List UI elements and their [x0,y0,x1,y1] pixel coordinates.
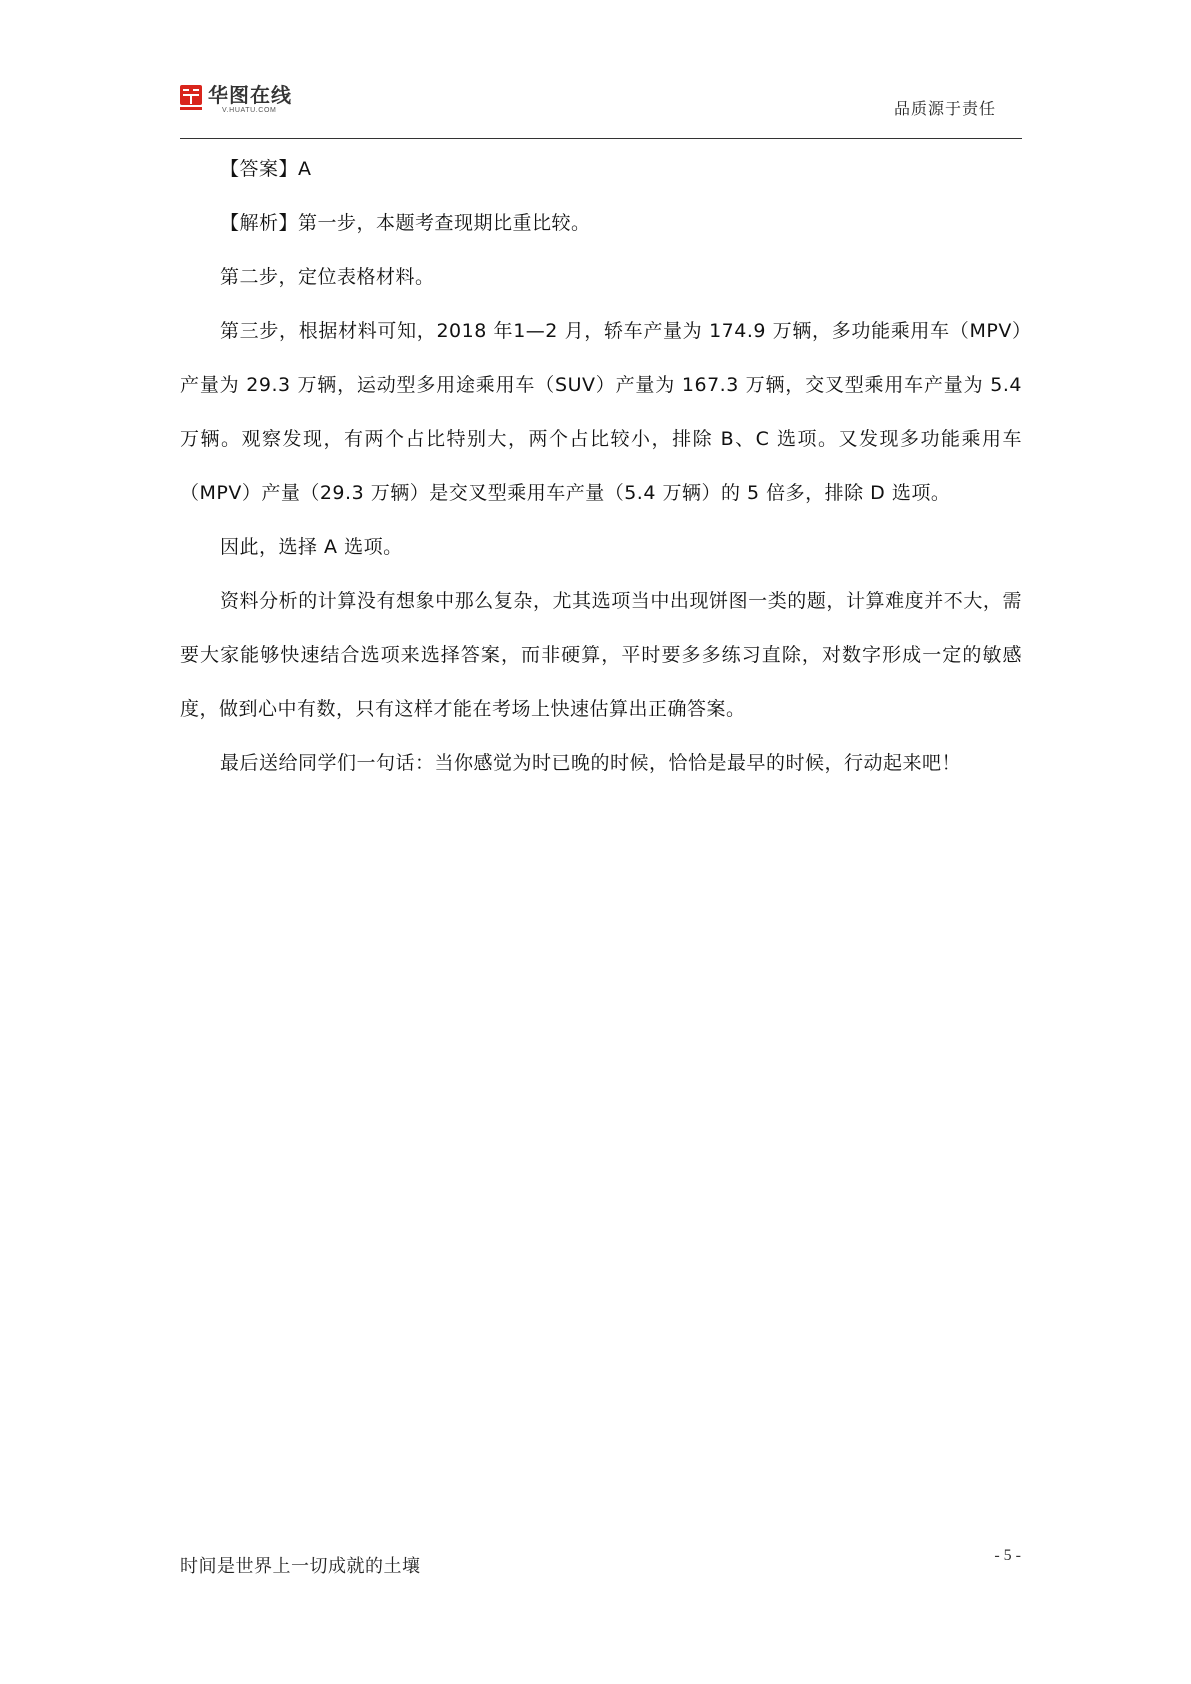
header-divider [180,138,1022,139]
huatu-logo [180,84,292,114]
page-number: - 5 - [994,1547,1021,1564]
logo-url: V.HUATU.COM [222,106,277,114]
closing-quote: 最后送给同学们一句话：当你感觉为时已晚的时候，恰恰是最早的时候，行动起来吧！ [220,752,962,774]
conclusion: 因此，选择 A 选项。 [220,536,403,558]
footer-motto: 时间是世界上一切成就的土壤 [180,1556,421,1577]
document-body [180,142,1022,790]
analysis-step-1: 【解析】第一步，本题考查现期比重比较。 [220,212,591,234]
study-advice: 资料分析的计算没有想象中那么复杂，尤其选项当中出现饼图一类的题，计算难度并不大，需要大家能够快速结合选项来选择答案，而非硬算，平时要多多练习直除，对数字形成一定的敏感度，做到心中有数，只有这样才能在考场上快速估算出正确答案。 [180,590,1022,720]
page-header [180,78,1022,140]
header-slogan: 品质源于责任 [893,99,996,118]
answer-line: 【答案】A [220,158,312,180]
analysis-step-2: 第二步，定位表格材料。 [220,266,435,288]
logo-name: 华图在线 [208,82,292,107]
huatu-logo-icon [180,85,202,113]
analysis-step-3: 第三步，根据材料可知，2018 年1—2 月，轿车产量为 174.9 万辆，多功能乘用车（MPV）产量为 29.3 万辆，运动型多用途乘用车（SUV）产量为 167.3 万辆，交叉型乘用车产量为 5.4 万辆。观察发现，有两个占比特别大，两个占比较小，排除 B、C 选项。又发现多功能乘用车（MPV）产量（29.3 万辆）是交叉型乘用车产量（5.4 万辆）的 5 倍多，排除 D 选项。 [180,320,1022,504]
